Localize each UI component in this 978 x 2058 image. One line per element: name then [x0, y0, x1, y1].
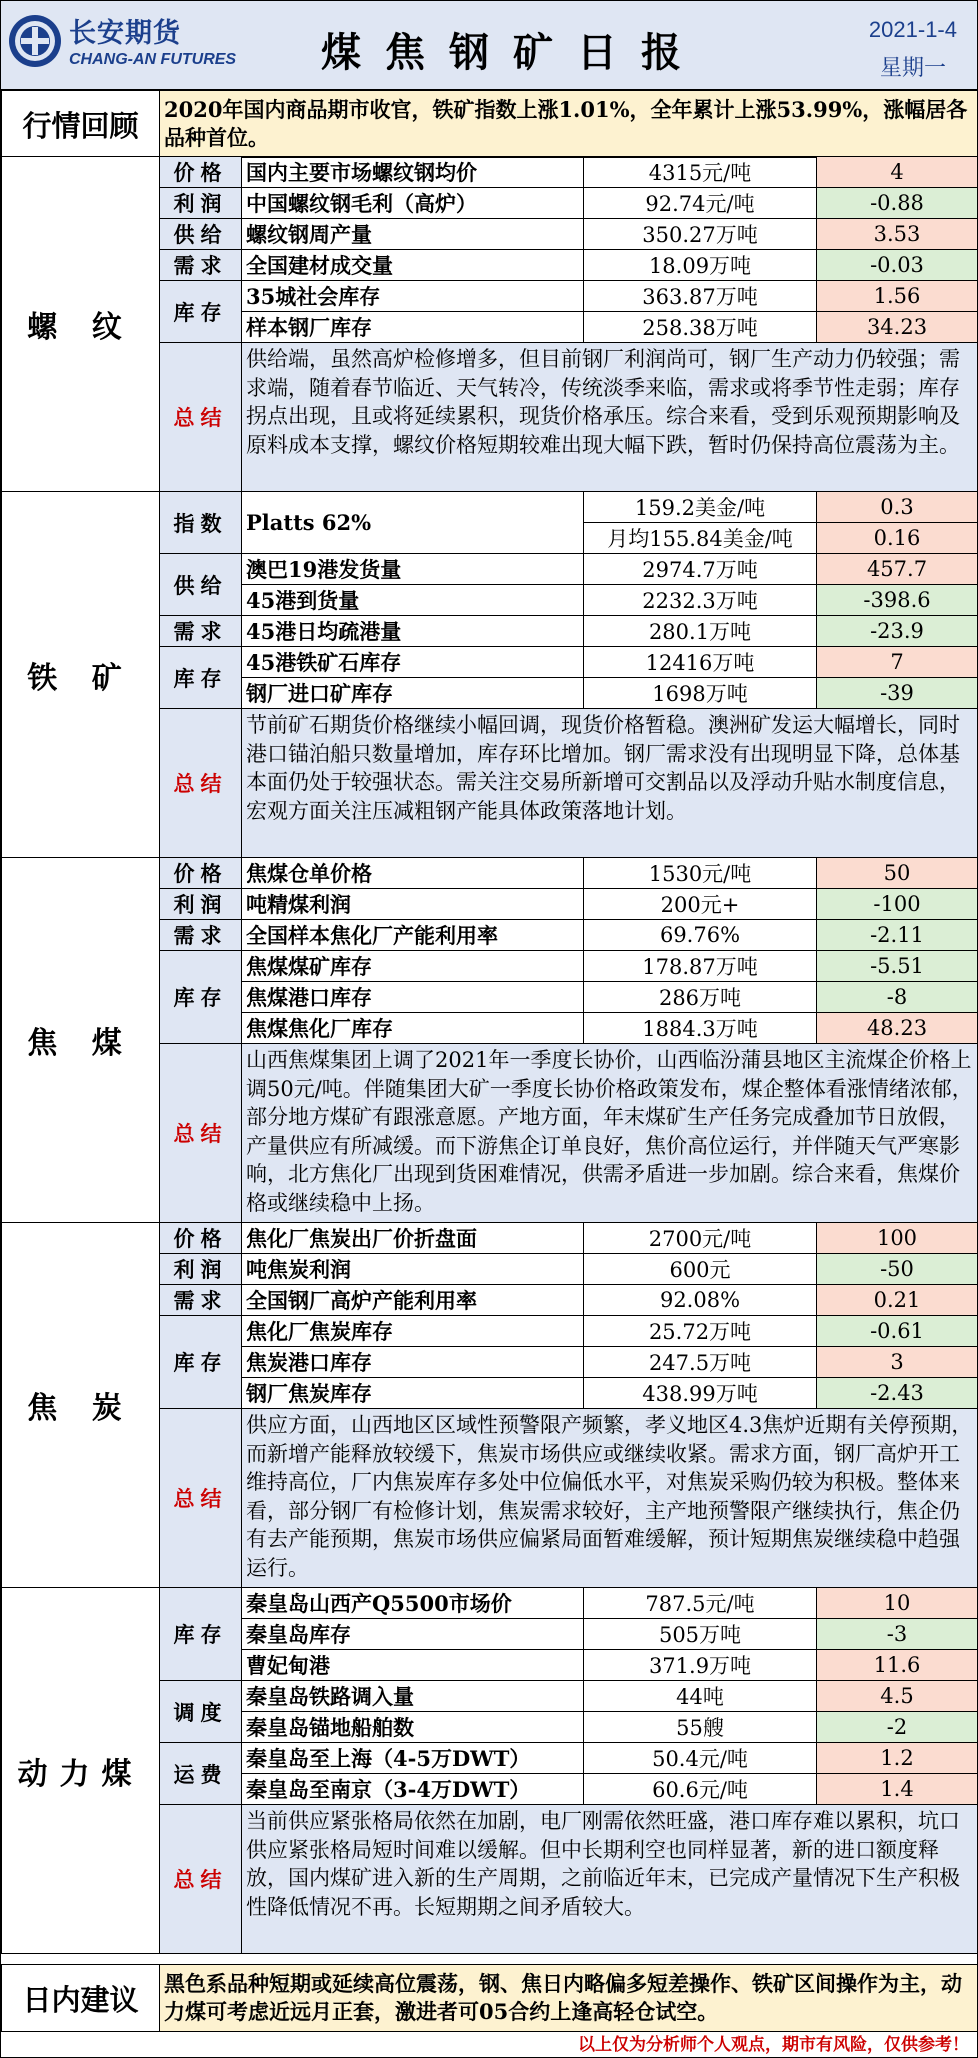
- changan-logo-icon: [7, 13, 63, 69]
- coal-change: 48.23: [817, 1013, 978, 1044]
- ore-item: Platts 62%: [242, 492, 584, 554]
- table-row: [2, 1588, 978, 1619]
- ore-category: 需求: [160, 616, 242, 647]
- ore-category: 指数: [160, 492, 242, 554]
- thermal-value: 50.4元/吨: [584, 1743, 817, 1774]
- thermal-category: 库存: [160, 1588, 242, 1681]
- thermal-item: 秦皇岛库存: [242, 1619, 584, 1650]
- coke-summary-label: 总结: [160, 1409, 242, 1588]
- rebar-item: 中国螺纹钢毛利（高炉）: [242, 188, 584, 219]
- ore-value: 月均155.84美金/吨: [584, 523, 817, 554]
- advice-table: [1, 1964, 978, 2032]
- coal-value: 200元+: [584, 889, 817, 920]
- rebar-value: 350.27万吨: [584, 219, 817, 250]
- coke-change: 100: [817, 1223, 978, 1254]
- rebar-value: 92.74元/吨: [584, 188, 817, 219]
- coal-item: 焦煤焦化厂库存: [242, 1013, 584, 1044]
- coal-item: 焦煤煤矿库存: [242, 951, 584, 982]
- rebar-change: -0.88: [817, 188, 978, 219]
- coke-value: 25.72万吨: [584, 1316, 817, 1347]
- coal-value: 69.76%: [584, 920, 817, 951]
- table-row: [2, 157, 978, 188]
- review-label: 行情回顾: [2, 91, 160, 158]
- ore-summary-label: 总结: [160, 709, 242, 858]
- rebar-section-label: 螺 纹: [2, 157, 160, 492]
- thermal-change: -3: [817, 1619, 978, 1650]
- thermal-item: 曹妃甸港: [242, 1650, 584, 1681]
- ore-category: 库存: [160, 647, 242, 709]
- coal-summary-text: 山西焦煤集团上调了2021年一季度长协价，山西临汾蒲县地区主流煤企价格上调50元/吨。伴随集团大矿一季度长协价格政策发布，煤企整体看涨情绪浓郁，部分地方煤矿有跟涨意愿。产地方面，年末煤矿生产任务完成叠加节日放假，产量供应有所减缓。而下游焦企订单良好，焦价高位运行，并伴随天气严寒影响，北方焦化厂出现到货困难情况，供需矛盾进一步加剧。综合来看，焦煤价格或继续稳中上扬。: [242, 1044, 978, 1223]
- thermal-change: 1.2: [817, 1743, 978, 1774]
- rebar-item: 样本钢厂库存: [242, 312, 584, 343]
- thermal-category: 调度: [160, 1681, 242, 1743]
- review-text: 2020年国内商品期市收官，铁矿指数上涨1.01%，全年累计上涨53.99%，涨幅居各品种首位。: [160, 91, 978, 158]
- review-table: [1, 90, 978, 158]
- rebar-change: 4: [817, 157, 978, 188]
- coal-item: 焦煤仓单价格: [242, 858, 584, 889]
- rebar-value: 4315元/吨: [584, 157, 817, 188]
- thermal-item: 秦皇岛至南京（3-4万DWT）: [242, 1774, 584, 1805]
- ore-change: -398.6: [817, 585, 978, 616]
- rebar-value: 18.09万吨: [584, 250, 817, 281]
- ore-change: -23.9: [817, 616, 978, 647]
- coke-summary-text: 供应方面，山西地区区域性预警限产频繁，孝义地区4.3焦炉近期有关停预期，而新增产能释放较缓下，焦炭市场供应或继续收紧。需求方面，钢厂高炉开工维持高位，厂内焦炭库存多处中位偏低水平，对焦炭采购仍较为积极。整体来看，部分钢厂有检修计划，焦炭需求较好，主产地预警限产继续执行，焦企仍有去产能预期，焦炭市场供应偏紧局面暂难缓解，预计短期焦炭继续稳中趋强运行。: [242, 1409, 978, 1588]
- rebar-change: 34.23: [817, 312, 978, 343]
- ore-item: 45港日均疏港量: [242, 616, 584, 647]
- brand-name-en: CHANG-AN FUTURES: [69, 51, 237, 68]
- coke-item: 焦化厂焦炭库存: [242, 1316, 584, 1347]
- coal-change: 50: [817, 858, 978, 889]
- thermal-value: 371.9万吨: [584, 1650, 817, 1681]
- weekday-text: 星期一: [879, 55, 946, 80]
- brand-name: 长安期货: [69, 18, 181, 49]
- coal-change: -100: [817, 889, 978, 920]
- thermal-value: 44吨: [584, 1681, 817, 1712]
- thermal-change: 1.4: [817, 1774, 978, 1805]
- thermal-change: -2: [817, 1712, 978, 1743]
- rebar-item: 全国建材成交量: [242, 250, 584, 281]
- coal-category: 需求: [160, 920, 242, 951]
- thermal-item: 秦皇岛至上海（4-5万DWT）: [242, 1743, 584, 1774]
- ore-change: 0.16: [817, 523, 978, 554]
- coal-change: -2.11: [817, 920, 978, 951]
- coke-category: 价格: [160, 1223, 242, 1254]
- coke-value: 2700元/吨: [584, 1223, 817, 1254]
- ore-summary-text: 节前矿石期货价格继续小幅回调，现货价格暂稳。澳洲矿发运大幅增长，同时港口锚泊船只数量增加，库存环比增加。钢厂需求没有出现明显下降，总体基本面仍处于较强状态。需关注交易所新增可交割品以及浮动升贴水制度信息，宏观方面关注压减粗钢产能具体政策落地计划。: [242, 709, 978, 858]
- disclaimer-text: 以上仅为分析师个人观点，期市有风险，仅供参考！: [578, 2035, 969, 2055]
- coke-value: 438.99万吨: [584, 1378, 817, 1409]
- rebar-summary-text: 供给端，虽然高炉检修增多，但目前钢厂利润尚可，钢厂生产动力仍较强；需求端，随着春节临近、天气转冷，传统淡季来临，需求或将季节性走弱；库存拐点出现，且或将延续累积，现货价格承压。综合来看，受到乐观预期影响及原料成本支撑，螺纹价格短期较难出现大幅下跌，暂时仍保持高位震荡为主。: [242, 343, 978, 492]
- ore-category: 供给: [160, 554, 242, 616]
- report-title: 煤焦钢矿日报: [321, 30, 705, 76]
- rebar-category: 价格: [160, 157, 242, 188]
- rebar-category: 需求: [160, 250, 242, 281]
- ore-value: 2232.3万吨: [584, 585, 817, 616]
- thermal-summary-label: 总结: [160, 1805, 242, 1954]
- disclaimer-footer: [1, 2031, 977, 2058]
- rebar-change: -0.03: [817, 250, 978, 281]
- coal-section-label: 焦 煤: [2, 858, 160, 1223]
- coke-value: 247.5万吨: [584, 1347, 817, 1378]
- coal-value: 286万吨: [584, 982, 817, 1013]
- coke-item: 全国钢厂高炉产能利用率: [242, 1285, 584, 1316]
- coke-change: -2.43: [817, 1378, 978, 1409]
- ore-item: 45港到货量: [242, 585, 584, 616]
- coke-item: 钢厂焦炭库存: [242, 1378, 584, 1409]
- rebar-category: 库存: [160, 281, 242, 343]
- ore-value: 12416万吨: [584, 647, 817, 678]
- thermal-change: 10: [817, 1588, 978, 1619]
- coke-item: 焦化厂焦炭出厂价折盘面: [242, 1223, 584, 1254]
- rebar-item: 螺纹钢周产量: [242, 219, 584, 250]
- rebar-item: 35城社会库存: [242, 281, 584, 312]
- advice-text: 黑色系品种短期或延续高位震荡，钢、焦日内略偏多短差操作、铁矿区间操作为主，动力煤可考虑近远月正套，激进者可05合约上逢高轻仓试空。: [160, 1965, 978, 2032]
- coke-value: 92.08%: [584, 1285, 817, 1316]
- coal-value: 1884.3万吨: [584, 1013, 817, 1044]
- ore-item: 钢厂进口矿库存: [242, 678, 584, 709]
- main-data-table: [1, 156, 978, 1954]
- coal-value: 1530元/吨: [584, 858, 817, 889]
- coke-change: -0.61: [817, 1316, 978, 1347]
- thermal-value: 55艘: [584, 1712, 817, 1743]
- rebar-change: 1.56: [817, 281, 978, 312]
- coal-summary-label: 总结: [160, 1044, 242, 1223]
- coke-change: 0.21: [817, 1285, 978, 1316]
- table-row: [2, 492, 978, 523]
- thermal-summary-text: 当前供应紧张格局依然在加剧，电厂刚需依然旺盛，港口库存难以累积，坑口供应紧张格局短时间难以缓解。但中长期利空也同样显著，新的进口额度释放，国内煤矿进入新的生产周期，之前临近年末，已完成产量情况下生产积极性降低情况不再。长短期期之间矛盾较大。: [242, 1805, 978, 1954]
- coal-value: 178.87万吨: [584, 951, 817, 982]
- ore-value: 1698万吨: [584, 678, 817, 709]
- ore-value: 2974.7万吨: [584, 554, 817, 585]
- thermal-change: 4.5: [817, 1681, 978, 1712]
- coke-item: 吨焦炭利润: [242, 1254, 584, 1285]
- ore-change: -39: [817, 678, 978, 709]
- advice-label: 日内建议: [2, 1965, 160, 2032]
- report-header: [1, 1, 977, 91]
- rebar-summary-label: 总结: [160, 343, 242, 492]
- coke-change: 3: [817, 1347, 978, 1378]
- thermal-section-label: 动力煤: [2, 1588, 160, 1954]
- rebar-category: 利润: [160, 188, 242, 219]
- coal-change: -5.51: [817, 951, 978, 982]
- coal-item: 焦煤港口库存: [242, 982, 584, 1013]
- thermal-item: 秦皇岛铁路调入量: [242, 1681, 584, 1712]
- coal-change: -8: [817, 982, 978, 1013]
- thermal-change: 11.6: [817, 1650, 978, 1681]
- report-date: [869, 17, 957, 82]
- coke-category: 库存: [160, 1316, 242, 1409]
- coal-item: 吨精煤利润: [242, 889, 584, 920]
- coke-change: -50: [817, 1254, 978, 1285]
- ore-value: 159.2美金/吨: [584, 492, 817, 523]
- thermal-value: 787.5元/吨: [584, 1588, 817, 1619]
- table-row: [2, 858, 978, 889]
- thermal-value: 60.6元/吨: [584, 1774, 817, 1805]
- coal-category: 库存: [160, 951, 242, 1044]
- rebar-change: 3.53: [817, 219, 978, 250]
- coke-category: 需求: [160, 1285, 242, 1316]
- coal-item: 全国样本焦化厂产能利用率: [242, 920, 584, 951]
- ore-change: 457.7: [817, 554, 978, 585]
- coal-category: 利润: [160, 889, 242, 920]
- thermal-value: 505万吨: [584, 1619, 817, 1650]
- coke-value: 600元: [584, 1254, 817, 1285]
- rebar-category: 供给: [160, 219, 242, 250]
- ore-item: 45港铁矿石库存: [242, 647, 584, 678]
- coke-section-label: 焦 炭: [2, 1223, 160, 1588]
- thermal-category: 运费: [160, 1743, 242, 1805]
- coke-item: 焦炭港口库存: [242, 1347, 584, 1378]
- rebar-value: 258.38万吨: [584, 312, 817, 343]
- date-text: 2021-1-4: [868, 17, 957, 42]
- ore-value: 280.1万吨: [584, 616, 817, 647]
- coal-category: 价格: [160, 858, 242, 889]
- thermal-item: 秦皇岛山西产Q5500市场价: [242, 1588, 584, 1619]
- rebar-item: 国内主要市场螺纹钢均价: [242, 157, 584, 188]
- ore-section-label: 铁 矿: [2, 492, 160, 858]
- ore-change: 7: [817, 647, 978, 678]
- thermal-item: 秦皇岛锚地船舶数: [242, 1712, 584, 1743]
- table-row: [2, 1223, 978, 1254]
- ore-change: 0.3: [817, 492, 978, 523]
- rebar-value: 363.87万吨: [584, 281, 817, 312]
- coke-category: 利润: [160, 1254, 242, 1285]
- ore-item: 澳巴19港发货量: [242, 554, 584, 585]
